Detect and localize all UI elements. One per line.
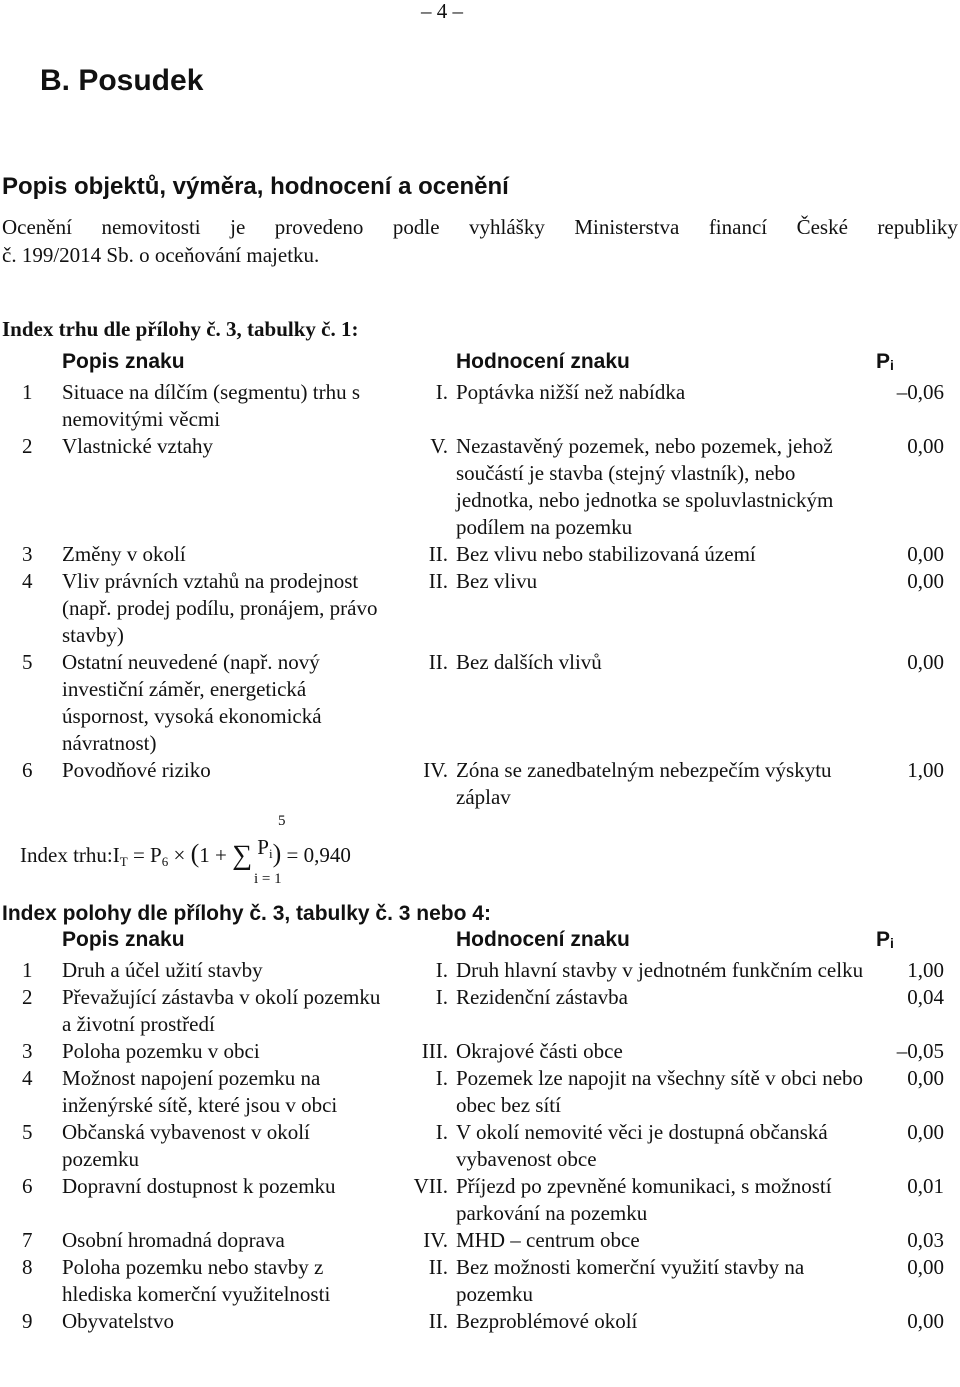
row-evaluation: Poptávka nižší než nabídka (456, 380, 686, 404)
location-index-heading: Index polohy dle přílohy č. 3, tabulky č. 3 nebo 4: (2, 902, 491, 925)
intro-word: podle (392, 215, 440, 239)
row-grade: II. (428, 650, 448, 674)
row-value: 0,00 (907, 1120, 944, 1144)
market-index-formula (20, 804, 440, 888)
row-value: 0,04 (907, 985, 944, 1009)
section-title: B. Posudek (40, 64, 204, 97)
column-header-pi: Pi (876, 350, 894, 373)
sum-upper-limit: 5 (278, 813, 286, 829)
row-grade: II. (428, 1309, 448, 1333)
row-value: 0,00 (907, 650, 944, 674)
table-row (22, 1227, 944, 1254)
row-value: –0,05 (896, 1039, 944, 1063)
row-evaluation: Druh hlavní stavby v jednotném funkčním celku (456, 958, 864, 982)
row-value: 1,00 (907, 958, 944, 982)
table-row (22, 957, 944, 984)
row-grade: IV. (423, 1228, 448, 1252)
intro-word: financí (708, 215, 768, 239)
row-value: 0,00 (907, 542, 944, 566)
table-row (22, 1254, 944, 1308)
column-header-desc: Popis znaku (62, 350, 185, 373)
intro-word: je (230, 215, 246, 239)
row-number: 1 (22, 958, 33, 982)
row-description: Povodňové riziko (62, 758, 211, 782)
row-grade: II. (428, 569, 448, 593)
market-table-header (22, 348, 944, 379)
column-header-eval: Hodnocení znaku (456, 928, 630, 951)
row-evaluation: Zóna se zanedbatelným nebezpečím výskytu záplav (456, 758, 832, 809)
row-number: 8 (22, 1255, 33, 1279)
row-description: Druh a účel užití stavby (62, 958, 263, 982)
row-description: Osobní hromadná doprava (62, 1228, 285, 1252)
location-index-table (22, 926, 944, 1335)
intro-paragraph (2, 214, 958, 270)
intro-word: vyhlášky (469, 215, 545, 239)
row-number: 4 (22, 1066, 33, 1090)
table-row (22, 1173, 944, 1227)
row-description: Obyvatelstvo (62, 1309, 174, 1333)
row-value: 0,00 (907, 569, 944, 593)
row-grade: II. (428, 542, 448, 566)
row-grade: VII. (413, 1174, 448, 1198)
row-evaluation: Bez možnosti komerční využití stavby na pozemku (456, 1255, 805, 1306)
market-index-table (22, 348, 944, 811)
intro-word: republiky (877, 215, 958, 239)
formula-p: P (150, 843, 162, 867)
row-number: 2 (22, 985, 33, 1009)
row-description: Vliv právních vztahů na prodejnost (např. prodej podílu, pronájem, právo stavby) (62, 569, 378, 647)
row-grade: V. (430, 434, 448, 458)
sum-sign: ∑ (232, 840, 253, 871)
row-value: 1,00 (907, 758, 944, 782)
table-row (22, 568, 944, 649)
sum-lower-limit: i = 1 (254, 871, 282, 887)
table-row (22, 541, 944, 568)
formula-result: = 0,940 (286, 843, 351, 867)
row-evaluation: Bez vlivu nebo stabilizovaná území (456, 542, 756, 566)
row-evaluation: Rezidenční zástavba (456, 985, 628, 1009)
row-evaluation: Okrajové části obce (456, 1039, 623, 1063)
row-number: 6 (22, 1174, 33, 1198)
table-row (22, 379, 944, 433)
intro-word: provedeno (274, 215, 364, 239)
row-grade: IV. (423, 758, 448, 782)
row-number: 2 (22, 434, 33, 458)
intro-word: Ministerstva (574, 215, 680, 239)
row-number: 3 (22, 1039, 33, 1063)
row-evaluation: Nezastavěný pozemek, nebo pozemek, jehož součástí je stavba (stejný vlastník), nebo jednotka, nebo jednotka se spoluvlastnickým podílem na pozemku (456, 434, 834, 539)
sum-term: P (257, 835, 269, 859)
row-grade: I. (435, 1120, 448, 1144)
market-index-heading: Index trhu dle přílohy č. 3, tabulky č. 1: (2, 317, 359, 341)
row-description: Změny v okolí (62, 542, 186, 566)
row-description: Převažující zástavba v okolí pozemku a životní prostředí (62, 985, 381, 1036)
row-description: Občanská vybavenost v okolí pozemku (62, 1120, 310, 1171)
row-value: 0,01 (907, 1174, 944, 1198)
formula-lhs: I (112, 843, 120, 867)
row-evaluation: Bezproblémové okolí (456, 1309, 638, 1333)
row-evaluation: Příjezd po zpevněné komunikaci, s možností parkování na pozemku (456, 1174, 832, 1225)
row-description: Poloha pozemku v obci (62, 1039, 260, 1063)
table-row (22, 433, 944, 541)
location-table-header (22, 926, 944, 957)
row-description: Ostatní neuvedené (např. nový investiční záměr, energetická úspornost, vysoká ekonomická návratnost) (62, 650, 322, 755)
row-description: Možnost napojení pozemku na inženýrské sítě, které jsou v obci (62, 1066, 338, 1117)
intro-word: nemovitosti (101, 215, 201, 239)
row-number: 6 (22, 758, 33, 782)
row-number: 4 (22, 569, 33, 593)
table-row (22, 1038, 944, 1065)
row-grade: I. (435, 985, 448, 1009)
row-number: 3 (22, 542, 33, 566)
row-evaluation: MHD – centrum obce (456, 1228, 640, 1252)
table-row (22, 1308, 944, 1335)
sum-term-sub: i (268, 846, 273, 861)
row-value: 0,00 (907, 1255, 944, 1279)
row-description: Poloha pozemku nebo stavby z hlediska komerční využitelnosti (62, 1255, 331, 1306)
intro-word: Ocenění (2, 215, 72, 239)
formula-main: Index trhu:IT = P6 × (1 + ∑ Pi) = 0,940 (20, 835, 351, 871)
row-grade: I. (435, 1066, 448, 1090)
row-grade: III. (421, 1039, 448, 1063)
row-evaluation: Bez vlivu (456, 569, 538, 593)
table-row (22, 984, 944, 1038)
row-value: –0,06 (896, 380, 944, 404)
row-description: Dopravní dostupnost k pozemku (62, 1174, 336, 1198)
row-number: 1 (22, 380, 33, 404)
row-grade: II. (428, 1255, 448, 1279)
row-number: 7 (22, 1228, 33, 1252)
table-row (22, 757, 944, 811)
row-grade: I. (435, 958, 448, 982)
column-header-eval: Hodnocení znaku (456, 350, 630, 373)
row-value: 0,03 (907, 1228, 944, 1252)
row-value: 0,00 (907, 1309, 944, 1333)
formula-lhs-sub: T (119, 854, 128, 869)
formula-label: Index trhu: (20, 843, 113, 867)
page-number: – 4 – (421, 0, 463, 23)
intro-line-2: č. 199/2014 Sb. o oceňování majetku. (2, 243, 320, 267)
column-header-pi: Pi (876, 928, 894, 951)
row-value: 0,00 (907, 434, 944, 458)
row-value: 0,00 (907, 1066, 944, 1090)
formula-p-sub: 6 (161, 854, 169, 869)
intro-word: České (796, 215, 848, 239)
row-number: 5 (22, 650, 33, 674)
row-description: Situace na dílčím (segmentu) trhu s nemovitými věcmi (62, 380, 361, 431)
row-description: Vlastnické vztahy (62, 434, 214, 458)
sub-title: Popis objektů, výměra, hodnocení a ocenění (2, 173, 509, 200)
row-number: 5 (22, 1120, 33, 1144)
row-evaluation: Pozemek lze napojit na všechny sítě v obci nebo obec bez sítí (456, 1066, 864, 1117)
table-row (22, 649, 944, 757)
table-row (22, 1119, 944, 1173)
row-grade: I. (435, 380, 448, 404)
row-evaluation: V okolí nemovité věci je dostupná občanská vybavenost obce (456, 1120, 828, 1171)
row-number: 9 (22, 1309, 33, 1333)
intro-line-1 (2, 214, 958, 242)
column-header-desc: Popis znaku (62, 928, 185, 951)
row-evaluation: Bez dalších vlivů (456, 650, 602, 674)
table-row (22, 1065, 944, 1119)
